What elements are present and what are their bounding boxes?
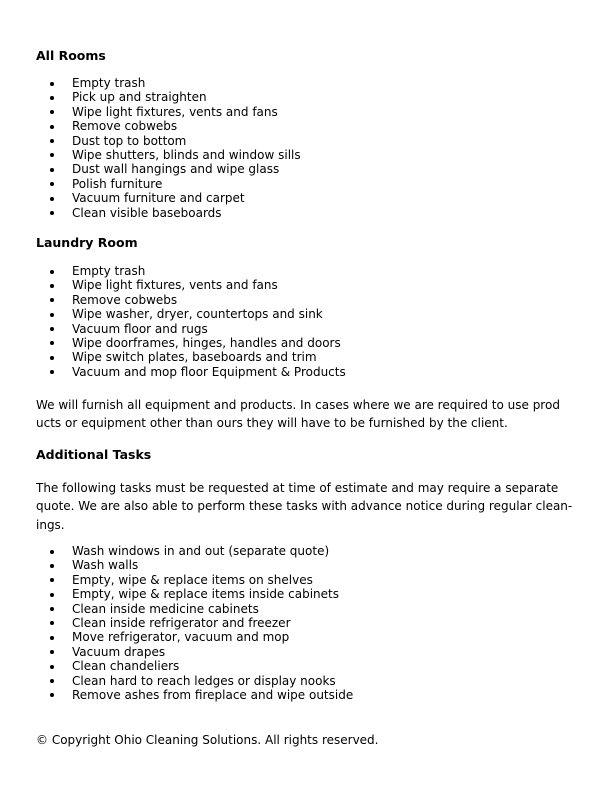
- list-item: Wipe switch plates, baseboards and trim: [50, 350, 346, 364]
- all-rooms-list: [50, 76, 301, 220]
- list-item: Remove cobwebs: [50, 293, 346, 307]
- bullet-icon: [50, 679, 54, 683]
- list-item: Vacuum floor and rugs: [50, 322, 346, 336]
- bullet-icon: [50, 197, 54, 201]
- laundry-room-list: [50, 264, 346, 379]
- bullet-icon: [50, 110, 54, 114]
- bullet-icon: [50, 550, 54, 554]
- list-item: Vacuum drapes: [50, 645, 353, 659]
- bullet-icon: [50, 370, 54, 374]
- list-item: Empty trash: [50, 76, 301, 90]
- bullet-icon: [50, 182, 54, 186]
- list-item: Clean inside medicine cabinets: [50, 602, 353, 616]
- list-item: Wash windows in and out (separate quote): [50, 544, 353, 558]
- list-item: Clean inside refrigerator and freezer: [50, 616, 353, 630]
- additional-intro-paragraph: The following tasks must be requested at time of estimate and may require a separate quote. We are also able to perform these tasks with advance notice during regular clean- ings.: [36, 481, 573, 532]
- list-item: Empty, wipe & replace items inside cabinets: [50, 587, 353, 601]
- bullet-icon: [50, 96, 54, 100]
- list-item: Remove ashes from fireplace and wipe outside: [50, 688, 353, 702]
- bullet-icon: [50, 211, 54, 215]
- section-heading-laundry-room: Laundry Room: [36, 235, 138, 250]
- list-item: Remove cobwebs: [50, 119, 301, 133]
- list-item: Dust wall hangings and wipe glass: [50, 162, 301, 176]
- bullet-icon: [50, 636, 54, 640]
- list-item: Vacuum furniture and carpet: [50, 191, 301, 205]
- bullet-icon: [50, 356, 54, 360]
- bullet-icon: [50, 298, 54, 302]
- list-item: Wipe washer, dryer, countertops and sink: [50, 307, 346, 321]
- bullet-icon: [50, 693, 54, 697]
- list-item: Move refrigerator, vacuum and mop: [50, 630, 353, 644]
- list-item: Vacuum and mop floor Equipment & Products: [50, 365, 346, 379]
- copyright-notice: © Copyright Ohio Cleaning Solutions. All rights reserved.: [36, 733, 379, 747]
- list-item: Pick up and straighten: [50, 90, 301, 104]
- bullet-icon: [50, 607, 54, 611]
- list-item: Clean visible baseboards: [50, 206, 301, 220]
- list-item: Wipe light fixtures, vents and fans: [50, 105, 301, 119]
- list-item: Empty trash: [50, 264, 346, 278]
- bullet-icon: [50, 593, 54, 597]
- section-heading-additional-tasks: Additional Tasks: [36, 447, 152, 462]
- bullet-icon: [50, 564, 54, 568]
- list-item: Polish furniture: [50, 177, 301, 191]
- bullet-icon: [50, 650, 54, 654]
- list-item: Wipe shutters, blinds and window sills: [50, 148, 301, 162]
- list-item: Clean hard to reach ledges or display nooks: [50, 674, 353, 688]
- list-item: Wipe doorframes, hinges, handles and doors: [50, 336, 346, 350]
- bullet-icon: [50, 327, 54, 331]
- list-item: Wipe light fixtures, vents and fans: [50, 278, 346, 292]
- bullet-icon: [50, 125, 54, 129]
- list-item: Empty, wipe & replace items on shelves: [50, 573, 353, 587]
- bullet-icon: [50, 578, 54, 582]
- bullet-icon: [50, 139, 54, 143]
- list-item: Clean chandeliers: [50, 659, 353, 673]
- bullet-icon: [50, 168, 54, 172]
- bullet-icon: [50, 284, 54, 288]
- bullet-icon: [50, 313, 54, 317]
- equipment-paragraph: We will furnish all equipment and products. In cases where we are required to use prod ucts or equipment other than ours they will have to be furnished by the client.: [36, 398, 560, 431]
- bullet-icon: [50, 82, 54, 86]
- list-item: Wash walls: [50, 558, 353, 572]
- bullet-icon: [50, 153, 54, 157]
- list-item: Dust top to bottom: [50, 134, 301, 148]
- bullet-icon: [50, 665, 54, 669]
- bullet-icon: [50, 341, 54, 345]
- section-heading-all-rooms: All Rooms: [36, 48, 106, 63]
- bullet-icon: [50, 270, 54, 274]
- bullet-icon: [50, 621, 54, 625]
- additional-tasks-list: [50, 544, 353, 702]
